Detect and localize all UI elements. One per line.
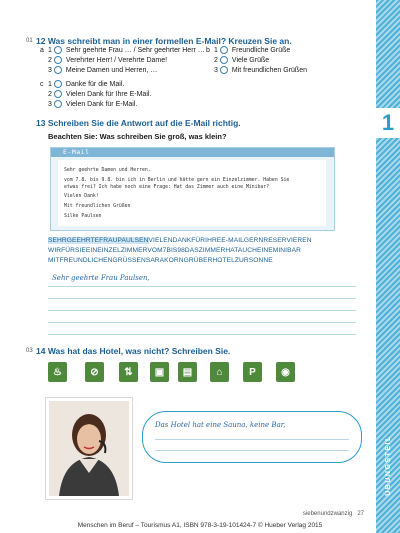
track-number-03: 03 [26,348,33,354]
exercise-13-subtitle: Beachten Sie: Was schreiben Sie groß, was klein? [48,132,227,141]
email-line: Vielen Dank! [64,194,99,199]
answer-example: Sehr geehrte Frau Paulsen, [52,274,150,282]
parking-icon: P [243,362,262,382]
chapter-number: 1 [376,108,400,138]
radio-b2[interactable] [220,56,228,64]
receptionist-illustration [49,401,129,496]
bubble-text: Das Hotel hat eine Sauna, keine Bar, [155,421,286,429]
writing-line[interactable] [48,286,356,287]
sauna-icon: ♨ [48,362,67,382]
puzzle-highlight: SEHRGEEHRTEFRAUPAULSEN [48,237,149,244]
option-c2[interactable]: 2 Vielen Dank für Ihre E-Mail. [48,90,152,98]
option-b3[interactable]: 3 Mit freundlichen Grüßen [214,66,307,74]
radio-a3[interactable] [54,66,62,74]
email-line: Silke Paulsen [64,214,102,219]
email-body [58,160,326,226]
email-line: vom 7.8. bis 9.8. bin ich in Berlin und hätte gern ein Einzelzimmer. Haben Sie [64,178,290,183]
exercise-12-title: 12 Was schreibt man in einer formellen E-Mail? Kreuzen Sie an. [36,36,292,46]
radio-a2[interactable] [54,56,62,64]
no-pets-icon: ⊘ [85,362,104,382]
radio-c1[interactable] [54,80,62,88]
bubble-writing-line[interactable] [155,450,349,451]
writing-line[interactable] [48,310,356,311]
exercise-13-title: 13 Schreiben Sie die Antwort auf die E-Mail richtig. [36,118,241,128]
radio-b3[interactable] [220,66,228,74]
option-b2[interactable]: 2 Viele Grüße [214,56,270,64]
side-label-text: ÜBUNGSTEIL [384,434,392,496]
letter-puzzle-line-3: MITFREUNDLICHENGRÜSSENSARAKORNGRÜBERHOTELZURSONNE [48,257,273,264]
radio-c2[interactable] [54,90,62,98]
option-a3[interactable]: 3 Meine Damen und Herren, … [48,66,158,74]
letter-puzzle-line-2: WIRFÜRSIEEINEINZELZIMMERVOM7BIS98DASZIMMERHATAUCHEINEMINIBAR [48,247,301,254]
page-number: siebenundzwanzig 27 [302,511,364,517]
option-a2[interactable]: 2 Verehrter Herr! / Verehrte Dame! [48,56,168,64]
track-number-01: 01 [26,38,33,44]
restaurant-icon: ⌂ [210,362,229,382]
safe-icon: ▣ [150,362,169,382]
speech-bubble [142,411,362,463]
citation: Menschen im Beruf – Tourismus A1, ISBN 978-3-19-101424-7 © Hueber Verlag 2015 [77,522,323,529]
email-header: E-Mail [51,148,334,157]
exercise-14-title: 14 Was hat das Hotel, was nicht? Schreiben Sie. [36,346,231,356]
wifi-icon: ◉ [276,362,295,382]
option-c3[interactable]: 3 Vielen Dank für E-Mail. [48,100,138,108]
writing-line[interactable] [48,322,356,323]
option-a1[interactable]: a 1 Sehr geehrte Frau … / Sehr geehrter Herr … [40,46,205,54]
radio-c3[interactable] [54,100,62,108]
elevator-icon: ⇅ [119,362,138,382]
receptionist-photo [46,398,132,499]
writing-line[interactable] [48,298,356,299]
writing-line[interactable] [48,334,356,335]
side-label [376,420,400,510]
option-c1[interactable]: c 1 Danke für die Mail. [40,80,125,88]
email-line: Sehr geehrte Damen und Herren, [64,168,151,173]
email-box [50,147,335,231]
letter-puzzle-line-1: SEHRGEEHRTEFRAUPAULSENVIELENDANKFÜRIHREE-MAILGERNRESERVIEREN [48,237,312,244]
option-b1[interactable]: b 1 Freundliche Grüße [206,46,291,54]
email-line: Mit freundlichen Grüßen [64,204,131,209]
radio-a1[interactable] [54,46,62,54]
minibar-icon: ▤ [178,362,197,382]
bubble-writing-line[interactable] [155,439,349,440]
radio-b1[interactable] [220,46,228,54]
email-line: etwas frei? Ich habe noch eine Frage: Hat das Zimmer auch eine Minibar? [64,185,270,190]
